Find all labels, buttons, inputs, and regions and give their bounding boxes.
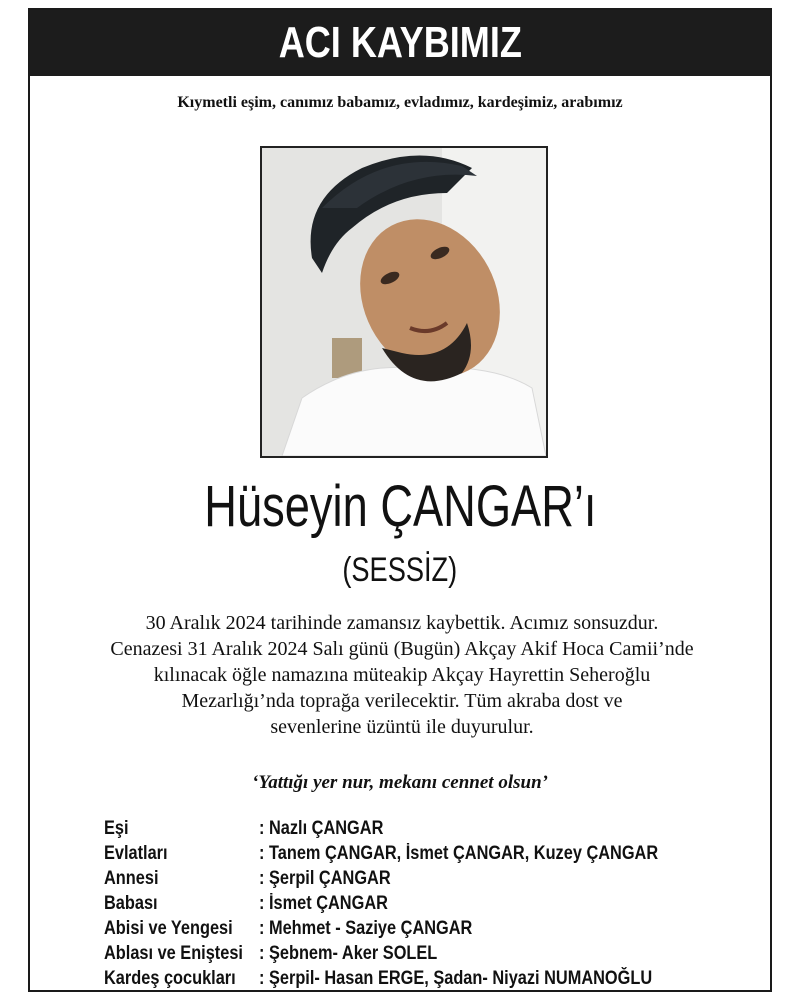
family-names: : Tanem ÇANGAR, İsmet ÇANGAR, Kuzey ÇANGAR [259, 843, 659, 864]
family-row [104, 816, 744, 841]
family-relation: Abisi ve Yengesi [104, 918, 233, 939]
family-row [104, 841, 744, 866]
announcement-line: kılınacak öğle namazına müteakip Akçay Hayrettin Seheroğlu [153, 664, 651, 686]
family-names: : Şerpil ÇANGAR [259, 868, 391, 889]
family-relation: Annesi [104, 868, 159, 889]
family-names: : İsmet ÇANGAR [259, 893, 388, 914]
deceased-name [30, 472, 770, 542]
family-row [104, 966, 744, 991]
announcement-line: Cenazesi 31 Aralık 2024 Salı günü (Bugün) Akçay Akif Hoca Camii’nde [110, 638, 694, 660]
family-row [104, 891, 744, 916]
deceased-nickname [30, 548, 770, 592]
prayer-quote: ‘Yattığı yer nur, mekanı cennet olsun’ [252, 772, 548, 793]
family-names: : Nazlı ÇANGAR [259, 818, 384, 839]
announcement-line: 30 Aralık 2024 tarihinde zamansız kaybettik. Acımız sonsuzdur. [145, 612, 659, 634]
family-relation: Evlatları [104, 843, 168, 864]
family-relation: Ablası ve Eniştesi [104, 943, 243, 964]
family-row [104, 916, 744, 941]
deceased-nickname-text: (SESSİZ) [342, 551, 458, 589]
family-names: : Şebnem- Aker SOLEL [259, 943, 438, 964]
family-row [104, 866, 744, 891]
header-title: ACI KAYBIMIZ [278, 18, 522, 67]
obituary-frame [28, 8, 772, 992]
family-relation: Kardeş çocukları [104, 968, 236, 989]
header-banner [30, 10, 770, 76]
portrait-photo [260, 146, 548, 458]
announcement-text [50, 610, 754, 740]
portrait-illustration [262, 148, 546, 456]
family-row [104, 941, 744, 966]
announcement-line: sevenlerine üzüntü ile duyurulur. [270, 716, 534, 738]
deceased-name-text: Hüseyin ÇANGAR’ı [203, 474, 597, 539]
family-names: : Şerpil- Hasan ERGE, Şadan- Niyazi NUMANOĞLU [259, 968, 653, 989]
family-list [104, 816, 744, 991]
family-names: : Mehmet - Saziye ÇANGAR [259, 918, 473, 939]
intro-text: Kıymetli eşim, canımız babamız, evladımız, kardeşimiz, arabımız [177, 94, 623, 111]
family-relation: Babası [104, 893, 158, 914]
family-relation: Eşi [104, 818, 129, 839]
announcement-line: Mezarlığı’nda toprağa verilecektir. Tüm akraba dost ve [181, 690, 623, 712]
